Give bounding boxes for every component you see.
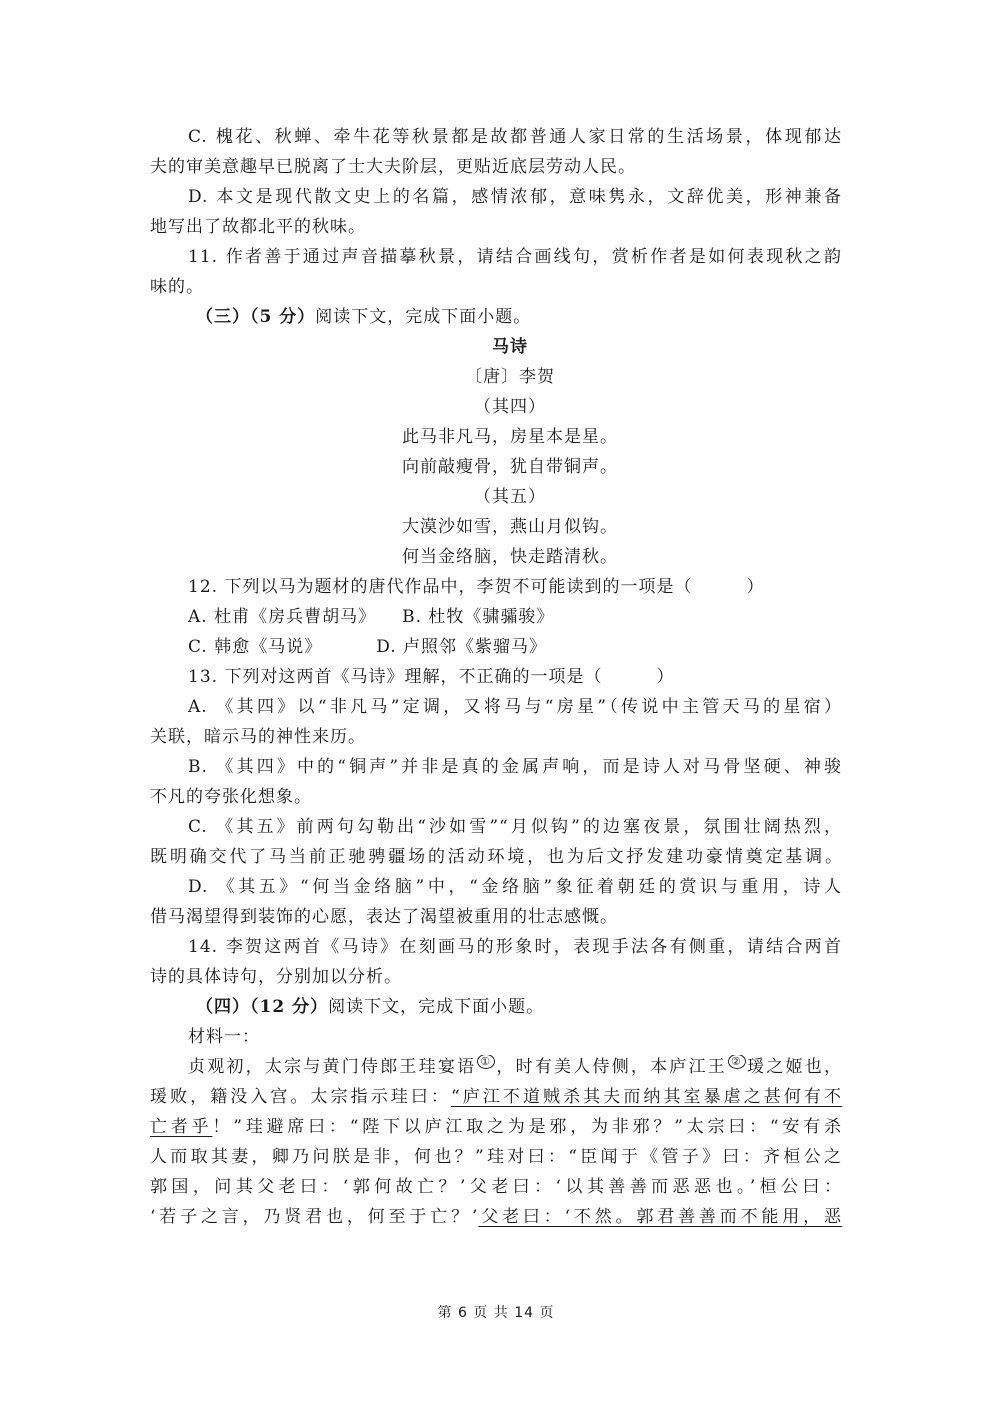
poem-part4-label: （其四） (474, 397, 546, 417)
q10-option-d-line2: 地写出了故都北平的秋味。 (150, 217, 366, 237)
q12-options-row2 (188, 635, 842, 659)
material1-text: ，时有美人侍侧，本庐江王 (496, 1057, 728, 1077)
material1-line6 (150, 1205, 842, 1229)
section3-header (196, 305, 888, 329)
poem-title: 马诗 (492, 337, 528, 357)
underlined-sentence: 父老曰：‘不然。郭君善善而不能用，恶 (478, 1207, 842, 1227)
section3-score: （三）（5 分） (196, 307, 316, 327)
q13-option-b-line1: B. 《其四》中的“铜声”并非是真的金属声响，而是诗人对马骨坚硬、神骏 (188, 757, 842, 777)
footnote-ref-2: ② (728, 1055, 746, 1069)
footnote-ref-1: ① (477, 1055, 495, 1069)
poem-author: 〔唐〕李贺 (465, 367, 555, 387)
material1-line4: 人而取其妻，卿乃问朕是非，何也？”珪对曰：“臣闻于《管子》曰：齐桓公之 (150, 1147, 842, 1167)
underlined-sentence: “庐江不道贼杀其夫而纳其室暴虐之甚何有不 (451, 1087, 842, 1107)
material1-label: 材料一： (188, 1027, 260, 1047)
material1-text: 贞观初，太宗与黄门侍郎王珪宴语 (188, 1057, 477, 1077)
material1-line5: 郭国，问其父老曰：‘郭何故亡？’父老曰：‘以其善善而恶恶也。’桓公曰： (150, 1177, 842, 1197)
q11-line1: 11. 作者善于通过声音描摹秋景，请结合画线句，赏析作者是如何表现秋之韵 (188, 247, 842, 267)
q12-options-row1 (188, 605, 842, 629)
section3-instruction: 阅读下文，完成下面小题。 (315, 307, 532, 327)
q13-option-a-line2: 关联，暗示马的神性来历。 (150, 727, 366, 747)
section4-header (196, 995, 888, 1019)
section4-score: （四）（12 分） (196, 997, 329, 1017)
q12-option-b: B. 杜牧《骕骦骏》 (402, 607, 555, 627)
material1-text: 瑗败，籍没入宫。太宗指示珪曰： (150, 1087, 452, 1107)
q13-option-c-line1: C. 《其五》前两句勾勒出“沙如雪”“月似钩”的边塞夜景，氛围壮阔热烈， (188, 817, 842, 837)
q13-option-a-line1: A. 《其四》以“非凡马”定调，又将马与“房星”（传说中主管天马的星宿） (188, 697, 842, 717)
q14-line2: 诗的具体诗句，分别加以分析。 (150, 967, 402, 987)
material1-line1 (188, 1055, 842, 1079)
q11-line2: 味的。 (150, 277, 204, 297)
poem-part5-line2: 何当金络脑，快走踏清秋。 (402, 547, 618, 567)
q13-option-c-line2: 既明确交代了马当前正驰骋疆场的活动环境，也为后文抒发建功豪情奠定基调。 (150, 847, 842, 867)
poem-part4-line1: 此马非凡马，房星本是星。 (402, 427, 618, 447)
material1-text: 瑗之姬也， (747, 1057, 842, 1077)
poem-part5-label: （其五） (474, 487, 546, 507)
q12-option-d: D. 卢照邻《紫骝马》 (376, 637, 548, 657)
section4-instruction: 阅读下文，完成下面小题。 (328, 997, 545, 1017)
q13-option-d-line1: D. 《其五》“何当金络脑”中，“金络脑”象征着朝廷的赏识与重用，诗人 (188, 877, 842, 897)
material1-text: ！”珪避席曰：“陛下以庐江取之为是邪，为非邪？”太宗曰：“安有杀 (212, 1117, 842, 1137)
q12-option-a: A. 杜甫《房兵曹胡马》 (188, 607, 377, 627)
poem-part5-line1: 大漠沙如雪，燕山月似钩。 (402, 517, 618, 537)
q12-option-c: C. 韩愈《马说》 (188, 637, 323, 657)
q13-stem: 13. 下列对这两首《马诗》理解，不正确的一项是（ ） (188, 667, 675, 687)
q10-option-c-line2: 夫的审美意趣早已脱离了士大夫阶层，更贴近底层劳动人民。 (150, 157, 636, 177)
q10-option-d-line1: D. 本文是现代散文史上的名篇，感情浓郁，意味隽永，文辞优美，形神兼备 (188, 187, 842, 207)
q10-option-c-line1: C. 槐花、秋蝉、牵牛花等秋景都是故都普通人家日常的生活场景，体现郁达 (188, 127, 842, 147)
material1-text: ‘若子之言，乃贤君也，何至于亡？’ (150, 1207, 479, 1227)
poem-part4-line2: 向前敲瘦骨，犹自带铜声。 (402, 457, 618, 477)
material1-line3 (150, 1115, 842, 1139)
page-footer: 第 6 页 共 14 页 (437, 1305, 555, 1321)
q12-stem: 12. 下列以马为题材的唐代作品中，李贺不可能读到的一项是（ ） (188, 577, 765, 597)
material1-line2 (150, 1085, 842, 1109)
q13-option-b-line2: 不凡的夸张化想象。 (150, 787, 312, 807)
q13-option-d-line2: 借马渴望得到装饰的心愿，表达了渴望被重用的壮志感慨。 (150, 907, 618, 927)
underlined-sentence: 亡者乎 (150, 1117, 213, 1137)
q14-line1: 14. 李贺这两首《马诗》在刻画马的形象时，表现手法各有侧重，请结合两首 (188, 937, 842, 957)
